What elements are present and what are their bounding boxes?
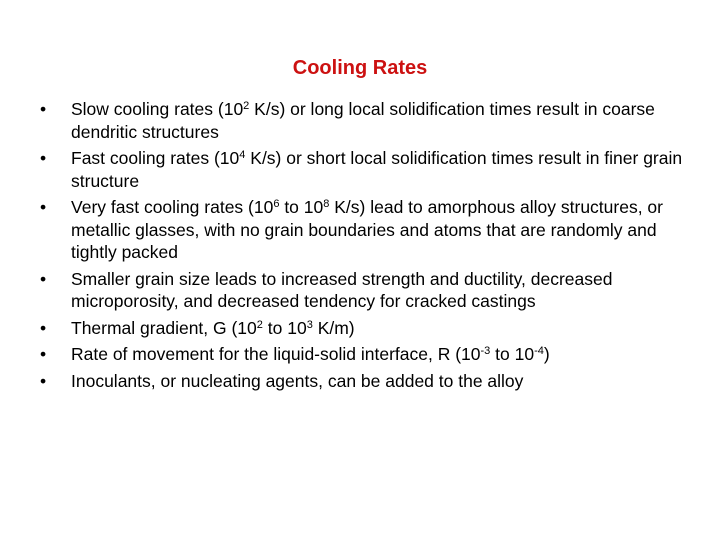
bullet-item xyxy=(0,98,720,143)
superscript-exponent: 4 xyxy=(239,149,246,161)
bullet-text: Slow cooling rates (10 xyxy=(71,99,244,119)
superscript-exponent: 2 xyxy=(243,100,250,112)
bullet-dot-icon: • xyxy=(40,268,47,289)
bullet-item xyxy=(0,147,720,192)
bullet-text: ) xyxy=(543,344,550,364)
superscript-exponent: 8 xyxy=(323,198,330,210)
bullet-dot-icon: • xyxy=(40,197,47,217)
bullet-item xyxy=(0,317,720,340)
bullet-item xyxy=(0,268,720,313)
bullet-text: Rate of movement for the liquid-solid interface, R (10 xyxy=(71,344,481,364)
bullet-text: to 10 xyxy=(262,317,307,338)
bullet-text: K/m) xyxy=(312,317,355,338)
superscript-exponent: 2 xyxy=(256,318,263,331)
bullet-item xyxy=(0,343,720,366)
bullet-text: K/s) or short local solidification times result in finer grain structure xyxy=(71,148,683,191)
bullet-text: Inoculants, or nucleating agents, can be added to the alloy xyxy=(71,370,524,391)
bullet-dot-icon: • xyxy=(40,370,47,391)
superscript-exponent: 3 xyxy=(306,318,313,331)
bullet-text: K/s) lead to amorphous alloy structures, or metallic glasses, with no grain boundaries and atoms that are randomly and tightly packed xyxy=(71,197,663,262)
slide-title-text: Cooling Rates xyxy=(292,57,428,79)
bullet-dot-icon: • xyxy=(40,148,47,168)
bullet-text: to 10 xyxy=(490,344,535,364)
bullet-item xyxy=(0,196,720,264)
superscript-exponent: -3 xyxy=(480,345,491,357)
superscript-exponent: -4 xyxy=(534,345,544,357)
bullet-text: Fast cooling rates (10 xyxy=(71,148,240,168)
superscript-exponent: 6 xyxy=(273,198,280,210)
bullet-list xyxy=(0,98,720,396)
slide-title xyxy=(0,57,720,80)
bullet-text: to 10 xyxy=(279,197,324,217)
bullet-dot-icon: • xyxy=(40,344,47,364)
bullet-text: Smaller grain size leads to increased strength and ductility, decreased microporosity, and decreased tendency for cracked castings xyxy=(71,268,613,311)
bullet-text: Very fast cooling rates (10 xyxy=(71,197,274,217)
bullet-dot-icon: • xyxy=(40,317,47,338)
bullet-dot-icon: • xyxy=(40,99,47,119)
bullet-text: K/s) or long local solidification times result in coarse dendritic structures xyxy=(71,99,655,142)
bullet-item xyxy=(0,370,720,393)
bullet-text: Thermal gradient, G (10 xyxy=(71,317,257,338)
